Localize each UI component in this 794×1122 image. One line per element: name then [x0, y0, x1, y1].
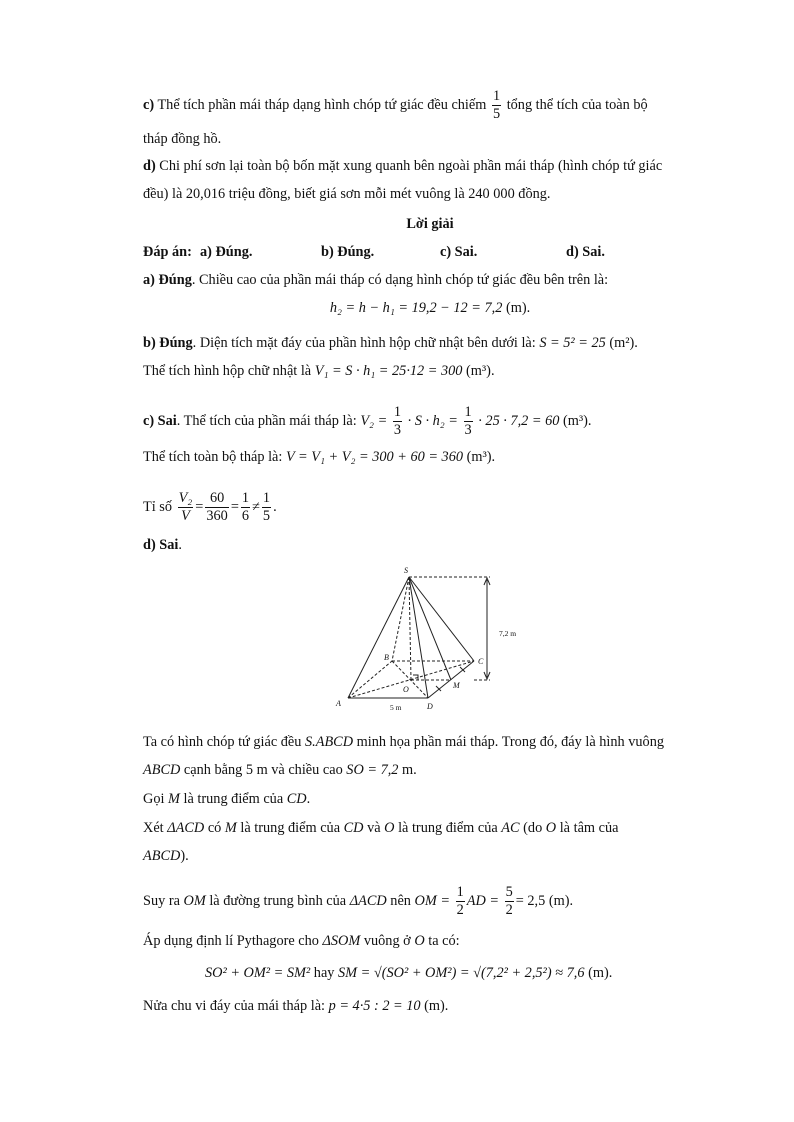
paragraph-6-formula: SO² + OM² = SM² hay SM = √(SO² + OM²) = √(7,2² + 2,5²) ≈ 7,6 (m).	[205, 965, 613, 981]
fraction-one-third-b: $\frac{1}{3}$	[464, 404, 472, 438]
paragraph-2: Gọi M là trung điểm của CD.	[143, 791, 311, 807]
edge-SC	[409, 577, 474, 661]
answer-c: c) Sai.	[440, 244, 478, 260]
problem-c-text-a: Thể tích phần mái tháp dạng hình chóp tứ giác đều chiếm	[157, 96, 487, 113]
base-label: 5 m	[390, 703, 402, 712]
label-M: M	[453, 681, 460, 690]
problem-c-text-b: tổng thể tích của toàn bộ	[506, 96, 648, 113]
paragraph-3-line-2: ABCD).	[143, 848, 189, 864]
edge-SM	[409, 577, 451, 680]
fraction-60-360: $\frac{60}{360}$	[206, 490, 228, 524]
solution-b2-line: Thể tích hình hộp chữ nhật là V₁ = S · h₁ = 25·12 = 300 (m³).	[143, 363, 495, 379]
answer-a: a) Đúng.	[200, 244, 253, 260]
pyramid-figure	[320, 560, 540, 720]
solution-c-line: c) Sai. Thể tích của phần mái tháp là: V₂ = $\frac{1}{3}$ · S · h₂ = $\frac{1}{3}$ · 25 · 7,2 = 60 (m³).	[143, 404, 592, 438]
label-S: S	[404, 566, 408, 575]
paragraph-4: Suy ra OM là đường trung bình của ΔACD nên OM = $\frac{1}{2}$ AD = $\frac{5}{2}$ = 2,5 (m).	[143, 884, 574, 918]
edge-DC	[428, 661, 474, 698]
edge-SB	[392, 577, 409, 661]
fraction-one-third-a: $\frac{1}{3}$	[393, 404, 401, 438]
label-D: D	[427, 702, 433, 711]
paragraph-5: Áp dụng định lí Pythagore cho ΔSOM vuông ở O ta có:	[143, 933, 460, 949]
paragraph-3-line-1: Xét ΔACD có M là trung điểm của CD và O là trung điểm của AC (do O là tâm của	[143, 820, 619, 836]
fraction-1-6: $\frac{1}{6}$	[241, 490, 250, 524]
paragraph-1-line-2: ABCD cạnh bằng 5 m và chiều cao SO = 7,2 m.	[143, 762, 417, 778]
paragraph-1-line-1: Ta có hình chóp tứ giác đều S.ABCD minh họa phần mái tháp. Trong đó, đáy là hình vuông	[143, 734, 664, 750]
label-O: O	[403, 685, 409, 694]
problem-c-line	[143, 88, 648, 123]
solution-a-formula: h₂ = h − h₁ = 19,2 − 12 = 7,2 (m).	[329, 300, 531, 316]
height-label: 7,2 m	[499, 629, 517, 638]
problem-d-line-1: d) Chi phí sơn lại toàn bộ bốn mặt xung quanh bên ngoài phần mái tháp (hình chóp tứ giác	[143, 158, 663, 174]
fraction-1-5: $\frac{1}{5}$	[262, 490, 271, 524]
solution-c2-line: Thể tích toàn bộ tháp là: V = V₁ + V₂ = 300 + 60 = 360 (m³).	[143, 449, 496, 465]
solution-a-line: a) Đúng. Chiều cao của phần mái tháp có dạng hình chóp tứ giác đều bên trên là:	[143, 272, 609, 288]
edge-SA	[348, 577, 409, 698]
fraction-1-2: $\frac{1}{2}$	[456, 884, 464, 918]
answer-d: d) Sai.	[566, 244, 605, 260]
label-A: A	[336, 699, 341, 708]
edge-SO	[409, 577, 411, 680]
solution-ratio-line: Tỉ số $\frac{\text{V₂}}{V}$ = $\frac{60}{360}$ = $\frac{1}{6}$ ≠ $\frac{1}{5}$ .	[143, 490, 277, 524]
edge-AB	[348, 661, 392, 698]
fraction-one-fifth: $\frac{1}{5}$	[492, 88, 501, 122]
solution-d-line: d) Sai.	[143, 537, 182, 553]
label-B: B	[384, 653, 389, 662]
paragraph-7: Nửa chu vi đáy của mái tháp là: p = 4·5 : 2 = 10 (m).	[143, 998, 449, 1014]
problem-c-text-c: tháp đồng hồ.	[143, 131, 222, 147]
fraction-v2-v: $\frac{\text{V₂}}{V}$	[178, 490, 193, 524]
fraction-5-2: $\frac{5}{2}$	[505, 884, 513, 918]
solution-b-line: b) Đúng. Diện tích mặt đáy của phần hình hộp chữ nhật bên dưới là: S = 5² = 25 (m²).	[143, 335, 638, 351]
solution-heading: Lời giải	[406, 216, 454, 232]
problem-c-label: c)	[143, 96, 155, 113]
answer-b: b) Đúng.	[321, 244, 375, 260]
problem-d-label: d)	[143, 158, 156, 174]
label-C: C	[478, 657, 484, 666]
problem-d-line-2: đều) là 20,016 triệu đồng, biết giá sơn mỗi mét vuông là 240 000 đồng.	[143, 186, 551, 202]
answers-label: Đáp án:	[143, 244, 192, 260]
